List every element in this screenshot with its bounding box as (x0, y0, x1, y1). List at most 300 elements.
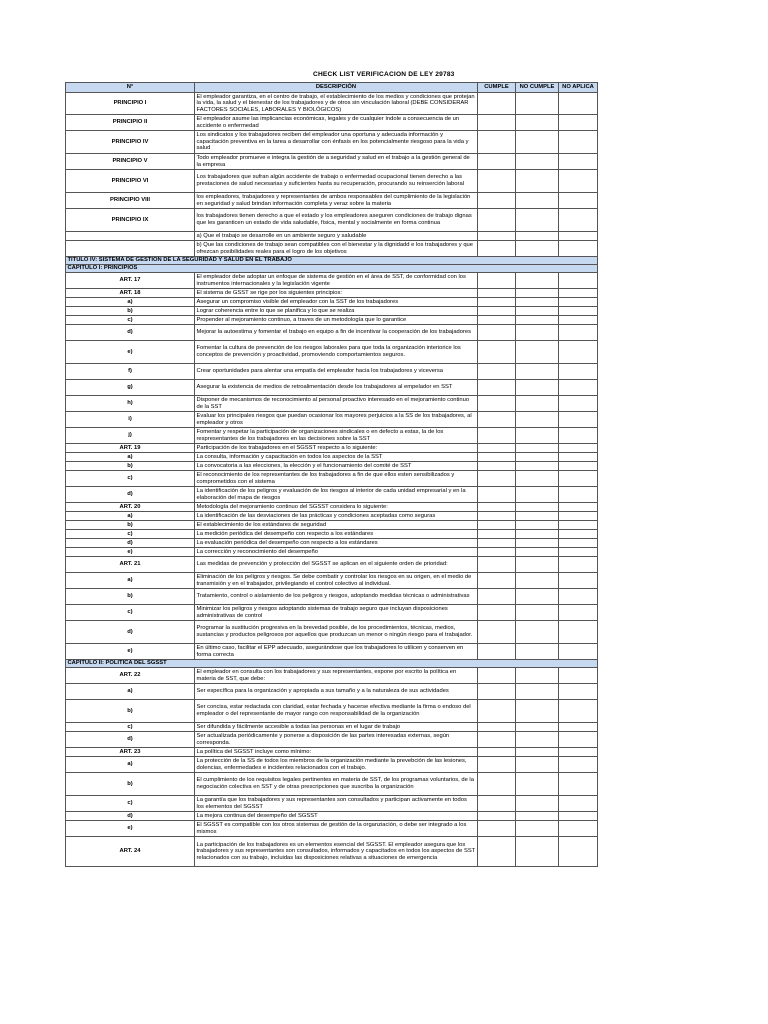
row-description: El reconocimiento de los representantes de los trabajadores a fin de que ellos esten sensibilizados y comprometidos con el sistema (195, 471, 478, 487)
no-cumple-cell[interactable] (516, 821, 559, 837)
section-label: CAPÍTULO II: POLÍTICA DEL SGSST (66, 660, 598, 668)
cumple-cell[interactable] (478, 412, 516, 428)
row-description: Minimizar los peligros y riesgos adoptando sistemas de trabajo seguro que incluyan disposiciones administrativas de control (195, 605, 478, 621)
no-cumple-cell[interactable] (516, 605, 559, 621)
row-description: Las medidas de prevención y protección del SGSST se aplican en el siguiente orden de prioridad: (195, 557, 478, 573)
cumple-cell[interactable] (478, 812, 516, 821)
no-aplica-cell[interactable] (559, 700, 598, 723)
row-label (66, 232, 195, 241)
no-aplica-cell[interactable] (559, 289, 598, 298)
no-cumple-cell[interactable] (516, 723, 559, 732)
row-description: El cumplimiento de los requisitos legales pertinentes en materia de SST, de los programas voluntarios, de la negociación colectiva en SST y de otras prescripciones que suscriba la organización (195, 773, 478, 796)
row-description: La convocatoria a las elecciones, la elección y el funcionamiento del comité de SST (195, 462, 478, 471)
table-row (66, 209, 598, 232)
row-description: La corrección y reconocimiento del desempeño (195, 548, 478, 557)
row-description: Ser difundida y fácilmente accesible a todas las personas en el lugar de trabajo (195, 723, 478, 732)
header-row (66, 83, 598, 93)
row-label: d) (66, 812, 195, 821)
no-cumple-cell[interactable] (516, 503, 559, 512)
row-label: ART. 24 (66, 837, 195, 867)
table-row (66, 170, 598, 193)
row-label: e) (66, 821, 195, 837)
row-description: Evaluar los principales riesgos que puedan ocasionar los mayores perjuicios a la SS de los trabajadores, al empleador y otros (195, 412, 478, 428)
no-cumple-cell[interactable] (516, 273, 559, 289)
table-row (66, 316, 598, 325)
row-description: Participación de los trabajadores en el SGSST respecto a lo siguiente: (195, 444, 478, 453)
no-aplica-cell[interactable] (559, 521, 598, 530)
cumple-cell[interactable] (478, 209, 516, 232)
cumple-cell[interactable] (478, 241, 516, 257)
cumple-cell[interactable] (478, 700, 516, 723)
row-label (66, 241, 195, 257)
cumple-cell[interactable] (478, 530, 516, 539)
no-aplica-cell[interactable] (559, 621, 598, 644)
no-cumple-cell[interactable] (516, 462, 559, 471)
no-cumple-cell[interactable] (516, 644, 559, 660)
table-row (66, 341, 598, 364)
no-aplica-cell[interactable] (559, 232, 598, 241)
table-row (66, 732, 598, 748)
table-row (66, 325, 598, 341)
cumple-cell[interactable] (478, 170, 516, 193)
section-row (66, 660, 598, 668)
no-cumple-cell[interactable] (516, 325, 559, 341)
table-row (66, 487, 598, 503)
cumple-cell[interactable] (478, 644, 516, 660)
cumple-cell[interactable] (478, 154, 516, 170)
cumple-cell[interactable] (478, 503, 516, 512)
no-cumple-cell[interactable] (516, 131, 559, 154)
no-cumple-cell[interactable] (516, 521, 559, 530)
row-description: a) Que el trabajo se desarrolle en un ambiente seguro y saludable (195, 232, 478, 241)
cumple-cell[interactable] (478, 453, 516, 462)
row-label: c) (66, 316, 195, 325)
cumple-cell[interactable] (478, 93, 516, 115)
table-row (66, 644, 598, 660)
no-aplica-cell[interactable] (559, 557, 598, 573)
no-cumple-cell[interactable] (516, 557, 559, 573)
no-aplica-cell[interactable] (559, 512, 598, 521)
no-aplica-cell[interactable] (559, 812, 598, 821)
table-row (66, 307, 598, 316)
cumple-cell[interactable] (478, 723, 516, 732)
table-row (66, 131, 598, 154)
no-cumple-cell[interactable] (516, 193, 559, 209)
row-description: los empleadores, trabajadores y representantes de ambos responsables del cumplimiento de la legislación en seguridad y salud brindan información completa y veraz sobre la materia (195, 193, 478, 209)
no-aplica-cell[interactable] (559, 193, 598, 209)
no-aplica-cell[interactable] (559, 131, 598, 154)
no-cumple-cell[interactable] (516, 154, 559, 170)
no-aplica-cell[interactable] (559, 444, 598, 453)
table-row (66, 428, 598, 444)
row-description: Tratamiento, control o aislamiento de los peligros y riesgos, adoptando medidas técnicas o administrativas (195, 589, 478, 605)
row-description: b) Que las condiciones de trabajo sean compatibles con el bienestar y la dignidadd e los trabajadores y que ofrezcan posibilidades reales para el logro de los objetivos (195, 241, 478, 257)
no-cumple-cell[interactable] (516, 428, 559, 444)
row-description: los trabajadores tienen derecho a que el estado y los empleadores aseguren condiciones de trabajo dignas que les garanticen un estado de vida saludable, física, mental y socialmente en forma continua (195, 209, 478, 232)
table-row (66, 589, 598, 605)
table-row (66, 471, 598, 487)
row-description: Mejorar la autoestima y fomentar el trabajo en equipo a fin de incentivar la cooperación de los trabajadores (195, 325, 478, 341)
no-aplica-cell[interactable] (559, 773, 598, 796)
row-description: La garantía que los trabajadores y sus representantes son consultados y participan activamente en todos los elementos del SGSST (195, 796, 478, 812)
no-cumple-cell[interactable] (516, 471, 559, 487)
no-cumple-cell[interactable] (516, 380, 559, 396)
row-label: c) (66, 605, 195, 621)
no-aplica-cell[interactable] (559, 115, 598, 131)
no-cumple-cell[interactable] (516, 298, 559, 307)
cumple-cell[interactable] (478, 773, 516, 796)
section-label: TÍTULO IV: SISTEMA DE GESTIÓN DE LA SEGURIDAD Y SALUD EN EL TRABAJO (66, 257, 598, 265)
row-label: PRINCIPIO I (66, 93, 195, 115)
table-row (66, 539, 598, 548)
no-cumple-cell[interactable] (516, 241, 559, 257)
no-cumple-cell[interactable] (516, 548, 559, 557)
table-row (66, 380, 598, 396)
row-description: El empleador garantiza, en el centro de trabajo, el establecimiento de los medios y condiciones que protejan la vida, la salud y el bienestar de los trabajadores y de otros sin vinculación laboral (DEBE CONSIDERAR FACTORES SOCIALES, LABORALES Y BIOLÓGICOS) (195, 93, 478, 115)
cumple-cell[interactable] (478, 487, 516, 503)
no-cumple-cell[interactable] (516, 748, 559, 757)
row-description: Lograr coherencia entre lo que se planifica y lo que se realiza (195, 307, 478, 316)
row-label: ART. 21 (66, 557, 195, 573)
row-description: Los sindicatos y los trabajadores reciben del empleador una oportuna y adecuada información y capacitación preventiva en la tarea a desarrollar con énfasis en los potencialmente riesgoso para la vida y salud (195, 131, 478, 154)
no-cumple-cell[interactable] (516, 589, 559, 605)
no-aplica-cell[interactable] (559, 241, 598, 257)
row-label: ART. 18 (66, 289, 195, 298)
row-label: ART. 22 (66, 668, 195, 684)
table-row (66, 273, 598, 289)
cumple-cell[interactable] (478, 548, 516, 557)
no-cumple-cell[interactable] (516, 757, 559, 773)
no-cumple-cell[interactable] (516, 512, 559, 521)
row-label: c) (66, 796, 195, 812)
no-aplica-cell[interactable] (559, 487, 598, 503)
row-label: c) (66, 471, 195, 487)
no-aplica-cell[interactable] (559, 428, 598, 444)
no-aplica-cell[interactable] (559, 453, 598, 462)
cumple-cell[interactable] (478, 341, 516, 364)
no-aplica-cell[interactable] (559, 548, 598, 557)
row-description: El establecimiento de los estándares de seguridad (195, 521, 478, 530)
row-label: PRINCIPIO IV (66, 131, 195, 154)
row-description: Asegurar un compromiso visible del empleador con la SST de los trabajadores (195, 298, 478, 307)
table-row (66, 396, 598, 412)
no-cumple-cell[interactable] (516, 93, 559, 115)
table-row (66, 700, 598, 723)
no-cumple-cell[interactable] (516, 796, 559, 812)
row-label: d) (66, 539, 195, 548)
row-label: PRINCIPIO IX (66, 209, 195, 232)
no-aplica-cell[interactable] (559, 412, 598, 428)
table-body (66, 93, 598, 867)
no-aplica-cell[interactable] (559, 396, 598, 412)
table-row (66, 521, 598, 530)
cumple-cell[interactable] (478, 428, 516, 444)
row-label: a) (66, 512, 195, 521)
no-cumple-cell[interactable] (516, 444, 559, 453)
row-label: ART. 20 (66, 503, 195, 512)
no-aplica-cell[interactable] (559, 503, 598, 512)
row-description: Metodología del mejoramiento continuo del SGSST considera lo siguiente: (195, 503, 478, 512)
row-description: Ser actualizada periódicamente y ponerse a disposición de las partes interesadas externas, según corresponda. (195, 732, 478, 748)
row-label: d) (66, 732, 195, 748)
cumple-cell[interactable] (478, 748, 516, 757)
row-label: b) (66, 307, 195, 316)
row-label: j) (66, 428, 195, 444)
cumple-cell[interactable] (478, 796, 516, 812)
cumple-cell[interactable] (478, 462, 516, 471)
table-row (66, 193, 598, 209)
cumple-cell[interactable] (478, 684, 516, 700)
row-label: c) (66, 530, 195, 539)
table-row (66, 93, 598, 115)
no-aplica-cell[interactable] (559, 573, 598, 589)
row-description: La protección de la SS de todos los miembros de la organización mediante la prevebción de las lesiones, dolencias, enfermedades e incidentes relacionados con el trabajo. (195, 757, 478, 773)
no-cumple-cell[interactable] (516, 530, 559, 539)
row-description: El empleador asume las implicancias económicas, legales y de cualquier índole a consecuencia de un accidente o enfermedad (195, 115, 478, 131)
row-label: b) (66, 521, 195, 530)
row-description: La medición periódica del desempeño con respecto a los estándares (195, 530, 478, 539)
row-description: Disponer de mecanismos de reconocimiento al personal proactivo interesado en el mejoramiento continuo de la SST (195, 396, 478, 412)
row-description: La identificación de los peligros y evaluación de los riesgos al interior de cada unidad empresarial y en la elaboración del mapa de riesgos (195, 487, 478, 503)
no-aplica-cell[interactable] (559, 684, 598, 700)
row-label: ART. 17 (66, 273, 195, 289)
cumple-cell[interactable] (478, 115, 516, 131)
row-label: c) (66, 723, 195, 732)
table-row (66, 573, 598, 589)
section-row (66, 257, 598, 265)
table-row (66, 503, 598, 512)
no-cumple-cell[interactable] (516, 621, 559, 644)
no-aplica-cell[interactable] (559, 471, 598, 487)
cumple-cell[interactable] (478, 273, 516, 289)
header-description: DESCRIPCIÓN (195, 83, 478, 93)
no-cumple-cell[interactable] (516, 209, 559, 232)
no-aplica-cell[interactable] (559, 668, 598, 684)
no-cumple-cell[interactable] (516, 773, 559, 796)
row-description: La participación de los trabajadores es un elementos esencial del SGSST. El empleador asegura que los trabajadores y sus representantes son consultados, informados y capacitados en todos los aspectos de SST relacionados con su trabajo, incluidas las disposiciones relativas a situaciones de emergencia (195, 837, 478, 867)
no-aplica-cell[interactable] (559, 837, 598, 867)
cumple-cell[interactable] (478, 444, 516, 453)
table-row (66, 412, 598, 428)
row-label: h) (66, 396, 195, 412)
no-aplica-cell[interactable] (559, 316, 598, 325)
no-aplica-cell[interactable] (559, 644, 598, 660)
no-aplica-cell[interactable] (559, 748, 598, 757)
no-aplica-cell[interactable] (559, 605, 598, 621)
row-description: Fomentar y respetar la participación de organizaciones sindicales o en defecto a estas, la de los respresentantes de los trabajadores en las decisiones sobre la SST (195, 428, 478, 444)
table-row (66, 154, 598, 170)
table-row (66, 241, 598, 257)
no-cumple-cell[interactable] (516, 837, 559, 867)
table-row (66, 512, 598, 521)
no-aplica-cell[interactable] (559, 757, 598, 773)
table-row (66, 530, 598, 539)
no-aplica-cell[interactable] (559, 170, 598, 193)
cumple-cell[interactable] (478, 732, 516, 748)
cumple-cell[interactable] (478, 298, 516, 307)
table-row (66, 757, 598, 773)
no-cumple-cell[interactable] (516, 170, 559, 193)
cumple-cell[interactable] (478, 512, 516, 521)
row-description: Ser específica para la organización y apropiada a sus tamaño y a la naturaleza de sus actividades (195, 684, 478, 700)
table-row (66, 748, 598, 757)
row-description: Ser concisa, estar redactada con claridad, estar fechada y hacerse efectiva mediante la firma o endoso del empleador o del representante de mayor rango con responsabilidad de la organización (195, 700, 478, 723)
row-label: e) (66, 644, 195, 660)
cumple-cell[interactable] (478, 380, 516, 396)
row-label: ART. 23 (66, 748, 195, 757)
row-description: La consulta, información y capacitación en todos los aspectos de la SST (195, 453, 478, 462)
row-label: b) (66, 589, 195, 605)
no-aplica-cell[interactable] (559, 821, 598, 837)
no-aplica-cell[interactable] (559, 341, 598, 364)
no-cumple-cell[interactable] (516, 700, 559, 723)
header-no-aplica: NO APLICA (559, 83, 598, 93)
no-aplica-cell[interactable] (559, 364, 598, 380)
row-description: La política del SGSST incluye como mínimo: (195, 748, 478, 757)
cumple-cell[interactable] (478, 471, 516, 487)
cumple-cell[interactable] (478, 193, 516, 209)
no-aplica-cell[interactable] (559, 325, 598, 341)
table-row (66, 668, 598, 684)
no-cumple-cell[interactable] (516, 289, 559, 298)
table-row (66, 812, 598, 821)
cumple-cell[interactable] (478, 573, 516, 589)
table-row (66, 289, 598, 298)
table-row (66, 298, 598, 307)
table-row (66, 684, 598, 700)
row-description: La identificación de las desviaciones de las prácticas y condiciones aceptadas como seguras (195, 512, 478, 521)
no-aplica-cell[interactable] (559, 154, 598, 170)
section-row (66, 265, 598, 273)
no-aplica-cell[interactable] (559, 380, 598, 396)
no-cumple-cell[interactable] (516, 684, 559, 700)
no-cumple-cell[interactable] (516, 412, 559, 428)
row-label: d) (66, 487, 195, 503)
table-row (66, 557, 598, 573)
no-cumple-cell[interactable] (516, 812, 559, 821)
no-aplica-cell[interactable] (559, 723, 598, 732)
no-cumple-cell[interactable] (516, 732, 559, 748)
cumple-cell[interactable] (478, 289, 516, 298)
row-label: PRINCIPIO VIII (66, 193, 195, 209)
table-row (66, 444, 598, 453)
no-aplica-cell[interactable] (559, 530, 598, 539)
cumple-cell[interactable] (478, 557, 516, 573)
row-label: PRINCIPIO V (66, 154, 195, 170)
no-cumple-cell[interactable] (516, 668, 559, 684)
no-aplica-cell[interactable] (559, 796, 598, 812)
row-label: PRINCIPIO II (66, 115, 195, 131)
row-label: a) (66, 298, 195, 307)
cumple-cell[interactable] (478, 521, 516, 530)
table-row (66, 605, 598, 621)
cumple-cell[interactable] (478, 605, 516, 621)
row-description: Crear oportunidades para alentar una empatía del empleador hacia los trabajadores y viceversa (195, 364, 478, 380)
row-label: g) (66, 380, 195, 396)
cumple-cell[interactable] (478, 396, 516, 412)
no-cumple-cell[interactable] (516, 341, 559, 364)
row-label: ART. 19 (66, 444, 195, 453)
cumple-cell[interactable] (478, 364, 516, 380)
table-row (66, 548, 598, 557)
row-label: a) (66, 453, 195, 462)
no-aplica-cell[interactable] (559, 462, 598, 471)
row-description: El empleador en consulta con los trabajadores y sus representantes, expone por escrito la política en materia de SST, que debe: (195, 668, 478, 684)
table-row (66, 796, 598, 812)
table-row (66, 232, 598, 241)
cumple-cell[interactable] (478, 325, 516, 341)
no-cumple-cell[interactable] (516, 115, 559, 131)
cumple-cell[interactable] (478, 539, 516, 548)
no-cumple-cell[interactable] (516, 487, 559, 503)
no-aplica-cell[interactable] (559, 539, 598, 548)
row-description: Programar la sustitución progresiva en la brevedad posible, de los procedimientos, técnicas, medios, sustancias y productos peligrosos por aquellos que produzcan un menor o ningún riesgo para el trabajador. (195, 621, 478, 644)
row-label: a) (66, 573, 195, 589)
no-cumple-cell[interactable] (516, 573, 559, 589)
row-description: Propender al mejoramiento continuo, a traves de un metodología que lo garantice (195, 316, 478, 325)
table-row (66, 462, 598, 471)
cumple-cell[interactable] (478, 668, 516, 684)
no-cumple-cell[interactable] (516, 232, 559, 241)
row-description: Todo empleador promueve e integra la gestión de a seguridad y salud en el trabajo a la gestión general de la empresa (195, 154, 478, 170)
cumple-cell[interactable] (478, 307, 516, 316)
no-aplica-cell[interactable] (559, 307, 598, 316)
cumple-cell[interactable] (478, 621, 516, 644)
cumple-cell[interactable] (478, 232, 516, 241)
no-aplica-cell[interactable] (559, 273, 598, 289)
no-aplica-cell[interactable] (559, 209, 598, 232)
cumple-cell[interactable] (478, 821, 516, 837)
row-description: La mejora continua del desempeño del SGSST (195, 812, 478, 821)
row-label: e) (66, 548, 195, 557)
table-row (66, 821, 598, 837)
cumple-cell[interactable] (478, 757, 516, 773)
row-label: PRINCIPIO VI (66, 170, 195, 193)
cumple-cell[interactable] (478, 316, 516, 325)
row-label: f) (66, 364, 195, 380)
cumple-cell[interactable] (478, 837, 516, 867)
table-row (66, 453, 598, 462)
no-aplica-cell[interactable] (559, 732, 598, 748)
row-description: Eliminación de los peligros y riesgos. Se debe combatir y controlar los riesgos en su origen, en el medio de transmisión y en el trabajador, privilegiando el control colectivo al individual. (195, 573, 478, 589)
table-row (66, 773, 598, 796)
no-cumple-cell[interactable] (516, 316, 559, 325)
no-aplica-cell[interactable] (559, 589, 598, 605)
sheet-title: CHECK LIST VERIFICACION DE LEY 29783 (313, 71, 455, 78)
no-cumple-cell[interactable] (516, 453, 559, 462)
header-cumple: CUMPLE (478, 83, 516, 93)
no-cumple-cell[interactable] (516, 307, 559, 316)
row-description: Fomentar la cultura de prevención de los riesgos laborales para que toda la organización interiorice los conceptos de prevención y proactividad, promoviendo comportamientos seguros. (195, 341, 478, 364)
no-aplica-cell[interactable] (559, 298, 598, 307)
row-label: b) (66, 773, 195, 796)
header-number: N° (66, 83, 195, 93)
no-cumple-cell[interactable] (516, 539, 559, 548)
table-row (66, 364, 598, 380)
row-description: El SGSST es compatible con los otros sistemas de gestión de la organziación, o debe ser integrado a los mismos (195, 821, 478, 837)
row-label: d) (66, 621, 195, 644)
row-label: d) (66, 325, 195, 341)
header-no-cumple: NO CUMPLE (516, 83, 559, 93)
section-label: CAPÍTULO I: PRINCIPIOS (66, 265, 598, 273)
table-row (66, 621, 598, 644)
cumple-cell[interactable] (478, 131, 516, 154)
no-aplica-cell[interactable] (559, 93, 598, 115)
row-description: El empleador debe adoptar un enfoque de sistema de gestión en el área de SST, de conformidad con los instrumentos internacionales y la legislación vigente (195, 273, 478, 289)
cumple-cell[interactable] (478, 589, 516, 605)
no-cumple-cell[interactable] (516, 396, 559, 412)
no-cumple-cell[interactable] (516, 364, 559, 380)
